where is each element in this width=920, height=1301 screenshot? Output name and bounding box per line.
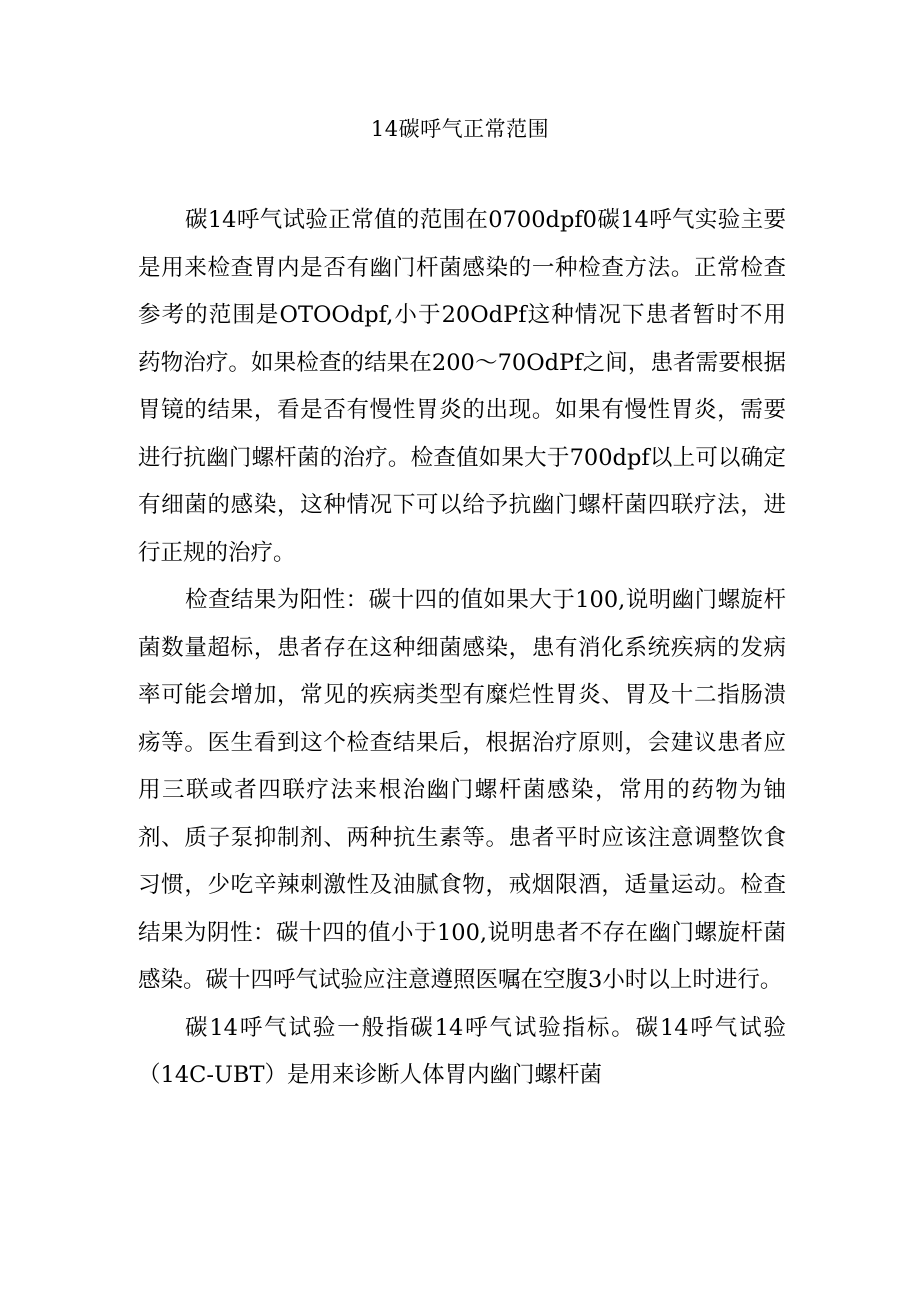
paragraph-test-definition: 碳14呼气试验一般指碳14呼气试验指标。碳14呼气试验（14C-UBT）是用来诊断人体胃内幽门螺杆菌	[138, 1014, 786, 1088]
document-body	[138, 197, 786, 1100]
paragraph-positive-negative-result: 检查结果为阳性：碳十四的值如果大于100,说明幽门螺旋杆菌数量超标，患者存在这种细菌感染，患有消化系统疾病的发病率可能会增加，常见的疾病类型有糜烂性胃炎、胃及十二指肠溃疡等。医生看到这个检查结果后，根据治疗原则，会建议患者应用三联或者四联疗法来根治幽门螺杆菌感染，常用的药物为铀剂、质子泵抑制剂、两种抗生素等。患者平时应该注意调整饮食习惯，少吃辛辣刺激性及油腻食物，戒烟限酒，适量运动。检查结果为阴性：碳十四的值小于100,说明患者不存在幽门螺旋杆菌感染。碳十四呼气试验应注意遵照医嘱在空腹3小时以上时进行。	[138, 587, 786, 993]
paragraph-normal-range: 碳14呼气试验正常值的范围在0700dpf0碳14呼气实验主要是用来检查胃内是否有幽门杆菌感染的一种检查方法。正常检查参考的范围是OTOOdpf,小于20OdPf这种情况下患者暂时不用药物治疗。如果检查的结果在200～70OdPf之间，患者需要根据胃镜的结果，看是否有慢性胃炎的出现。如果有慢性胃炎，需要进行抗幽门螺杆菌的治疗。检查值如果大于700dpf以上可以确定有细菌的感染，这种情况下可以给予抗幽门螺杆菌四联疗法，进行正规的治疗。	[138, 207, 786, 566]
document-title: 14碳呼气正常范围	[370, 117, 550, 141]
